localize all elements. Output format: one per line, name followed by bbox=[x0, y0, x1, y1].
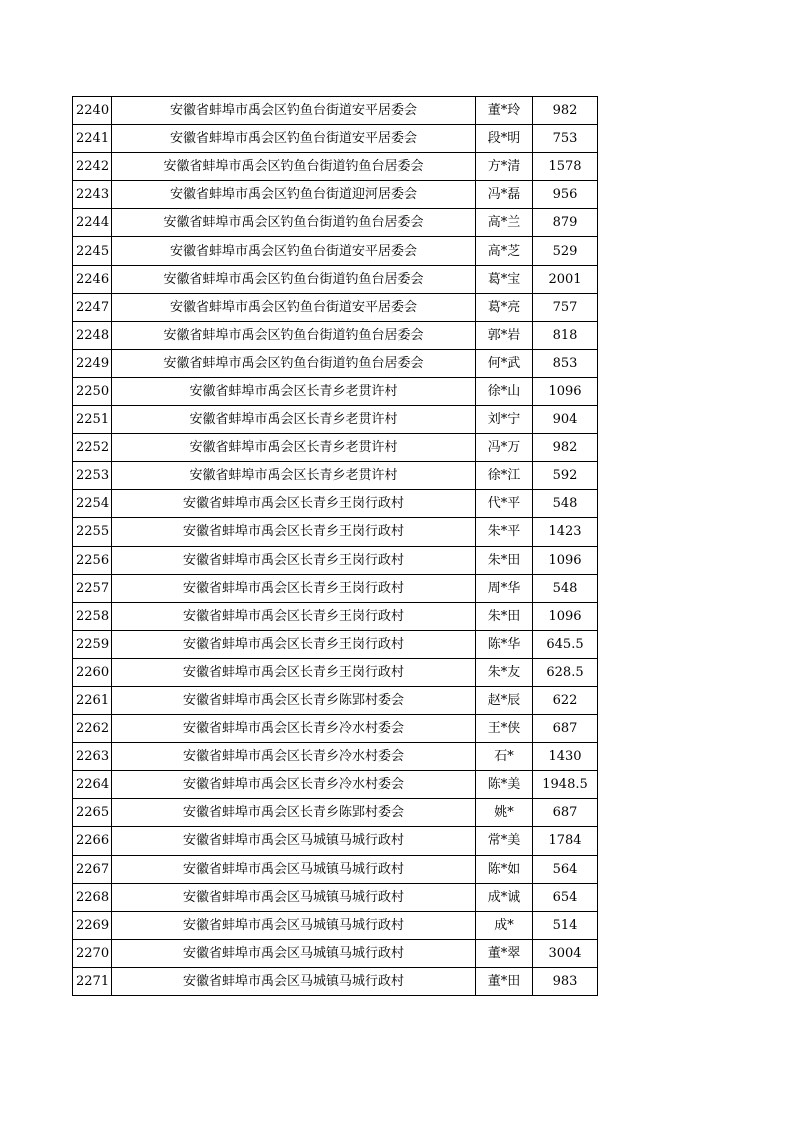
table-row bbox=[73, 377, 598, 405]
amount-cell: 1784 bbox=[533, 827, 598, 855]
name-cell: 石* bbox=[476, 743, 533, 771]
name-cell: 冯*磊 bbox=[476, 181, 533, 209]
table-row bbox=[73, 686, 598, 714]
table-row bbox=[73, 855, 598, 883]
row-number-cell: 2248 bbox=[73, 321, 112, 349]
amount-cell: 956 bbox=[533, 181, 598, 209]
name-cell: 何*武 bbox=[476, 349, 533, 377]
name-cell: 陈*华 bbox=[476, 630, 533, 658]
row-number-cell: 2252 bbox=[73, 434, 112, 462]
address-cell: 安徽省蚌埠市禹会区长青乡冷水村委会 bbox=[112, 743, 476, 771]
table-row bbox=[73, 406, 598, 434]
table-row bbox=[73, 293, 598, 321]
row-number-cell: 2264 bbox=[73, 771, 112, 799]
table-row bbox=[73, 630, 598, 658]
amount-cell: 818 bbox=[533, 321, 598, 349]
name-cell: 段*明 bbox=[476, 125, 533, 153]
name-cell: 陈*如 bbox=[476, 855, 533, 883]
amount-cell: 654 bbox=[533, 883, 598, 911]
table-row bbox=[73, 602, 598, 630]
amount-cell: 622 bbox=[533, 686, 598, 714]
row-number-cell: 2259 bbox=[73, 630, 112, 658]
name-cell: 姚* bbox=[476, 799, 533, 827]
table-row bbox=[73, 799, 598, 827]
name-cell: 陈*美 bbox=[476, 771, 533, 799]
address-cell: 安徽省蚌埠市禹会区马城镇马城行政村 bbox=[112, 939, 476, 967]
address-cell: 安徽省蚌埠市禹会区长青乡王岗行政村 bbox=[112, 518, 476, 546]
address-cell: 安徽省蚌埠市禹会区钓鱼台街道安平居委会 bbox=[112, 97, 476, 125]
table-row bbox=[73, 715, 598, 743]
name-cell: 常*美 bbox=[476, 827, 533, 855]
table-row bbox=[73, 546, 598, 574]
name-cell: 代*平 bbox=[476, 490, 533, 518]
name-cell: 刘*宁 bbox=[476, 406, 533, 434]
row-number-cell: 2260 bbox=[73, 658, 112, 686]
name-cell: 成*诚 bbox=[476, 883, 533, 911]
address-cell: 安徽省蚌埠市禹会区长青乡王岗行政村 bbox=[112, 602, 476, 630]
row-number-cell: 2253 bbox=[73, 462, 112, 490]
address-cell: 安徽省蚌埠市禹会区长青乡老贯许村 bbox=[112, 462, 476, 490]
data-table bbox=[72, 96, 598, 996]
table-row bbox=[73, 771, 598, 799]
amount-cell: 879 bbox=[533, 209, 598, 237]
name-cell: 朱*平 bbox=[476, 518, 533, 546]
address-cell: 安徽省蚌埠市禹会区长青乡老贯许村 bbox=[112, 434, 476, 462]
address-cell: 安徽省蚌埠市禹会区马城镇马城行政村 bbox=[112, 827, 476, 855]
row-number-cell: 2254 bbox=[73, 490, 112, 518]
table-row bbox=[73, 911, 598, 939]
name-cell: 周*华 bbox=[476, 574, 533, 602]
name-cell: 葛*宝 bbox=[476, 265, 533, 293]
amount-cell: 1578 bbox=[533, 153, 598, 181]
name-cell: 朱*田 bbox=[476, 546, 533, 574]
amount-cell: 1096 bbox=[533, 546, 598, 574]
name-cell: 王*侠 bbox=[476, 715, 533, 743]
amount-cell: 853 bbox=[533, 349, 598, 377]
name-cell: 徐*江 bbox=[476, 462, 533, 490]
address-cell: 安徽省蚌埠市禹会区钓鱼台街道钓鱼台居委会 bbox=[112, 265, 476, 293]
name-cell: 冯*万 bbox=[476, 434, 533, 462]
amount-cell: 687 bbox=[533, 715, 598, 743]
address-cell: 安徽省蚌埠市禹会区马城镇马城行政村 bbox=[112, 967, 476, 995]
table-row bbox=[73, 237, 598, 265]
address-cell: 安徽省蚌埠市禹会区长青乡王岗行政村 bbox=[112, 546, 476, 574]
name-cell: 高*兰 bbox=[476, 209, 533, 237]
amount-cell: 982 bbox=[533, 434, 598, 462]
name-cell: 董*田 bbox=[476, 967, 533, 995]
row-number-cell: 2240 bbox=[73, 97, 112, 125]
name-cell: 赵*辰 bbox=[476, 686, 533, 714]
name-cell: 成* bbox=[476, 911, 533, 939]
table-row bbox=[73, 209, 598, 237]
address-cell: 安徽省蚌埠市禹会区长青乡老贯许村 bbox=[112, 406, 476, 434]
name-cell: 朱*田 bbox=[476, 602, 533, 630]
row-number-cell: 2255 bbox=[73, 518, 112, 546]
amount-cell: 1948.5 bbox=[533, 771, 598, 799]
amount-cell: 1096 bbox=[533, 377, 598, 405]
address-cell: 安徽省蚌埠市禹会区钓鱼台街道安平居委会 bbox=[112, 237, 476, 265]
row-number-cell: 2250 bbox=[73, 377, 112, 405]
table-row bbox=[73, 97, 598, 125]
address-cell: 安徽省蚌埠市禹会区钓鱼台街道迎河居委会 bbox=[112, 181, 476, 209]
amount-cell: 904 bbox=[533, 406, 598, 434]
address-cell: 安徽省蚌埠市禹会区长青乡王岗行政村 bbox=[112, 630, 476, 658]
name-cell: 葛*亮 bbox=[476, 293, 533, 321]
row-number-cell: 2249 bbox=[73, 349, 112, 377]
row-number-cell: 2262 bbox=[73, 715, 112, 743]
name-cell: 徐*山 bbox=[476, 377, 533, 405]
table-row bbox=[73, 827, 598, 855]
name-cell: 郭*岩 bbox=[476, 321, 533, 349]
row-number-cell: 2270 bbox=[73, 939, 112, 967]
table-row bbox=[73, 153, 598, 181]
table-row bbox=[73, 967, 598, 995]
row-number-cell: 2251 bbox=[73, 406, 112, 434]
table-row bbox=[73, 349, 598, 377]
row-number-cell: 2241 bbox=[73, 125, 112, 153]
row-number-cell: 2261 bbox=[73, 686, 112, 714]
table-body bbox=[73, 97, 598, 996]
address-cell: 安徽省蚌埠市禹会区长青乡王岗行政村 bbox=[112, 574, 476, 602]
amount-cell: 982 bbox=[533, 97, 598, 125]
table-row bbox=[73, 462, 598, 490]
name-cell: 方*清 bbox=[476, 153, 533, 181]
amount-cell: 564 bbox=[533, 855, 598, 883]
address-cell: 安徽省蚌埠市禹会区马城镇马城行政村 bbox=[112, 855, 476, 883]
amount-cell: 687 bbox=[533, 799, 598, 827]
row-number-cell: 2243 bbox=[73, 181, 112, 209]
address-cell: 安徽省蚌埠市禹会区钓鱼台街道钓鱼台居委会 bbox=[112, 321, 476, 349]
row-number-cell: 2266 bbox=[73, 827, 112, 855]
address-cell: 安徽省蚌埠市禹会区钓鱼台街道安平居委会 bbox=[112, 125, 476, 153]
table-row bbox=[73, 518, 598, 546]
table-row bbox=[73, 939, 598, 967]
amount-cell: 514 bbox=[533, 911, 598, 939]
table-row bbox=[73, 265, 598, 293]
address-cell: 安徽省蚌埠市禹会区长青乡陈郢村委会 bbox=[112, 799, 476, 827]
address-cell: 安徽省蚌埠市禹会区马城镇马城行政村 bbox=[112, 911, 476, 939]
row-number-cell: 2245 bbox=[73, 237, 112, 265]
amount-cell: 1430 bbox=[533, 743, 598, 771]
name-cell: 高*芝 bbox=[476, 237, 533, 265]
table-row bbox=[73, 181, 598, 209]
address-cell: 安徽省蚌埠市禹会区长青乡王岗行政村 bbox=[112, 658, 476, 686]
amount-cell: 1096 bbox=[533, 602, 598, 630]
row-number-cell: 2271 bbox=[73, 967, 112, 995]
table-row bbox=[73, 883, 598, 911]
amount-cell: 548 bbox=[533, 490, 598, 518]
row-number-cell: 2257 bbox=[73, 574, 112, 602]
address-cell: 安徽省蚌埠市禹会区长青乡王岗行政村 bbox=[112, 490, 476, 518]
address-cell: 安徽省蚌埠市禹会区钓鱼台街道安平居委会 bbox=[112, 293, 476, 321]
table-row bbox=[73, 321, 598, 349]
address-cell: 安徽省蚌埠市禹会区长青乡陈郢村委会 bbox=[112, 686, 476, 714]
address-cell: 安徽省蚌埠市禹会区钓鱼台街道钓鱼台居委会 bbox=[112, 209, 476, 237]
amount-cell: 592 bbox=[533, 462, 598, 490]
row-number-cell: 2268 bbox=[73, 883, 112, 911]
amount-cell: 2001 bbox=[533, 265, 598, 293]
table-row bbox=[73, 125, 598, 153]
address-cell: 安徽省蚌埠市禹会区长青乡冷水村委会 bbox=[112, 771, 476, 799]
row-number-cell: 2263 bbox=[73, 743, 112, 771]
table-row bbox=[73, 743, 598, 771]
amount-cell: 1423 bbox=[533, 518, 598, 546]
address-cell: 安徽省蚌埠市禹会区马城镇马城行政村 bbox=[112, 883, 476, 911]
address-cell: 安徽省蚌埠市禹会区钓鱼台街道钓鱼台居委会 bbox=[112, 153, 476, 181]
row-number-cell: 2247 bbox=[73, 293, 112, 321]
row-number-cell: 2242 bbox=[73, 153, 112, 181]
amount-cell: 753 bbox=[533, 125, 598, 153]
amount-cell: 757 bbox=[533, 293, 598, 321]
row-number-cell: 2267 bbox=[73, 855, 112, 883]
row-number-cell: 2265 bbox=[73, 799, 112, 827]
row-number-cell: 2246 bbox=[73, 265, 112, 293]
table-row bbox=[73, 490, 598, 518]
table-row bbox=[73, 574, 598, 602]
row-number-cell: 2256 bbox=[73, 546, 112, 574]
row-number-cell: 2269 bbox=[73, 911, 112, 939]
row-number-cell: 2258 bbox=[73, 602, 112, 630]
amount-cell: 645.5 bbox=[533, 630, 598, 658]
name-cell: 董*翠 bbox=[476, 939, 533, 967]
row-number-cell: 2244 bbox=[73, 209, 112, 237]
name-cell: 董*玲 bbox=[476, 97, 533, 125]
amount-cell: 628.5 bbox=[533, 658, 598, 686]
table-row bbox=[73, 658, 598, 686]
address-cell: 安徽省蚌埠市禹会区钓鱼台街道钓鱼台居委会 bbox=[112, 349, 476, 377]
table-row bbox=[73, 434, 598, 462]
amount-cell: 983 bbox=[533, 967, 598, 995]
name-cell: 朱*友 bbox=[476, 658, 533, 686]
address-cell: 安徽省蚌埠市禹会区长青乡老贯许村 bbox=[112, 377, 476, 405]
amount-cell: 529 bbox=[533, 237, 598, 265]
amount-cell: 3004 bbox=[533, 939, 598, 967]
address-cell: 安徽省蚌埠市禹会区长青乡冷水村委会 bbox=[112, 715, 476, 743]
amount-cell: 548 bbox=[533, 574, 598, 602]
